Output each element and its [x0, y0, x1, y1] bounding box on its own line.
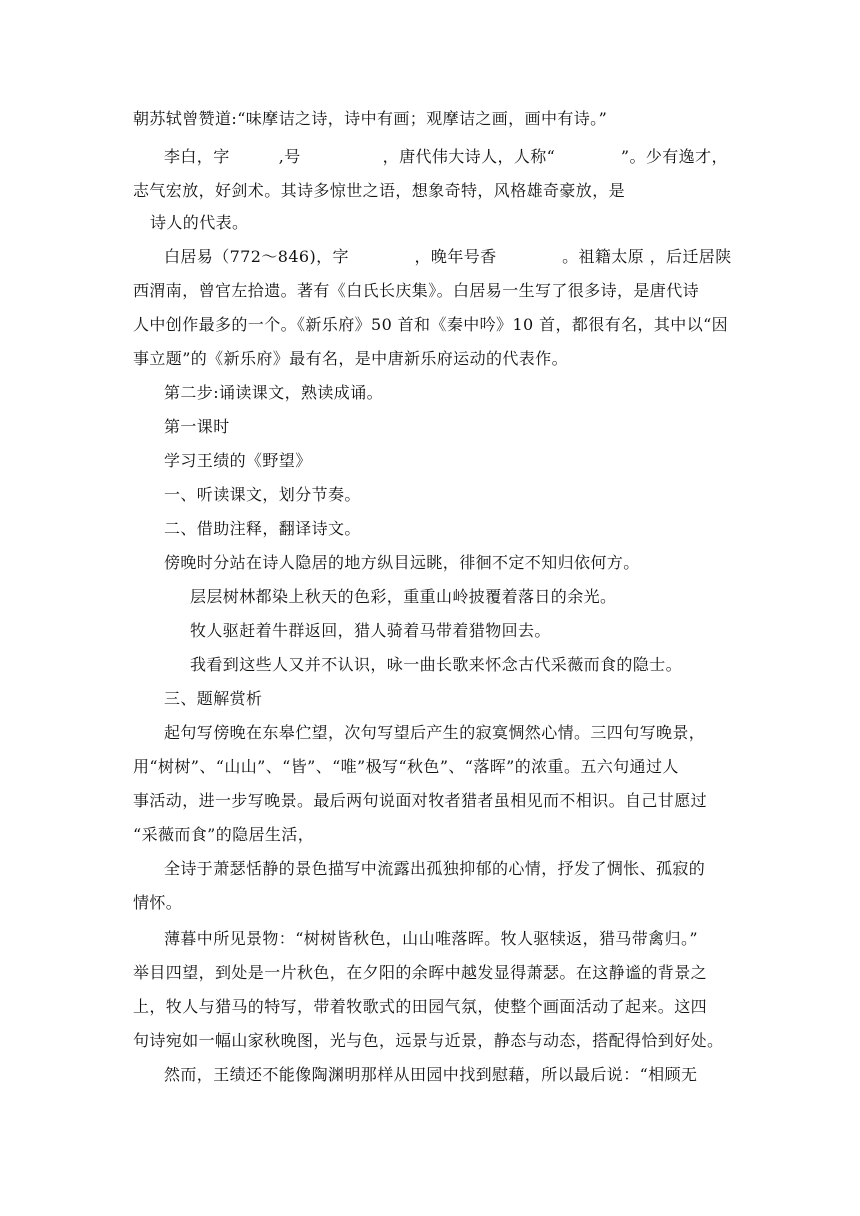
text-line: 上，牧人与猎马的特写，带着牧歌式的田园气氛，使整个画面活动了起来。这四 — [133, 997, 708, 1016]
text-line: 句诗宛如一幅山家秋晚图，光与色，远景与近景，静态与动态，搭配得恰到好处。 — [133, 1031, 724, 1050]
text-line: 西渭南，曾官左拾遗。著有《白氏长庆集》。白居易一生写了很多诗，是唐代诗 — [133, 281, 700, 300]
text-line: 情怀。 — [133, 893, 183, 912]
translation-line: 层层树林都染上秋天的色彩，重重山岭披覆着落日的余光。 — [190, 587, 617, 606]
text-line: 事活动，进一步写晚景。最后两句说面对牧者猎者虽相见而不相识。自己甘愿过 — [133, 791, 708, 810]
translation-line: 牧人驱赶着牛群返回，猎人骑着马带着猎物回去。 — [190, 621, 551, 640]
text-line: 举目四望，到处是一片秋色，在夕阳的余晖中越发显得萧瑟。在这静谧的背景之 — [133, 963, 708, 982]
text-line: 然而，王绩还不能像陶渊明那样从田园中找到慰藉，所以最后说：“相顾无 — [164, 1065, 698, 1084]
text-line: 起句写傍晚在东皋伫望，次句写望后产生的寂寞惆然心情。三四句写晚景， — [164, 723, 706, 742]
section-heading: 一、听读课文，划分节奏。 — [164, 485, 361, 504]
text-line: 志气宏放，好剑术。其诗多惊世之语，想象奇特，风格雄奇豪放，是 — [133, 181, 626, 200]
text-line: 事立题”的《新乐府》最有名，是中唐新乐府运动的代表作。 — [133, 349, 568, 368]
text-line: 李白，字 ,号 ，唐代伟大诗人，人称“ ”。少有逸才， — [164, 147, 728, 166]
text-line: 人中创作最多的一个。《新乐府》50 首和《秦中吟》10 首，都很有名，其中以“因 — [133, 315, 729, 334]
text-line: 朝苏轼曾赞道:“味摩诘之诗，诗中有画；观摩诘之画，画中有诗。” — [133, 109, 608, 128]
section-heading: 三、题解赏析 — [164, 689, 263, 708]
section-heading: 二、借助注释，翻译诗文。 — [164, 519, 361, 538]
translation-line: 我看到这些人又并不认识，咏一曲长歌来怀念古代采薇而食的隐士。 — [190, 655, 683, 674]
text-line: 薄暮中所见景物：“树树皆秋色，山山唯落晖。牧人驱犊返，猎马带禽归。” — [164, 929, 698, 948]
text-line: 用“树树”、“山山”、“皆”、“唯”极写“秋色”、“落晖”的浓重。五六句通过人 — [133, 757, 679, 776]
text-line: 白居易（772～846)，字 ，晚年号香 。祖籍太原 ，后迁居陕 — [164, 247, 732, 266]
lesson-heading: 第一课时 — [164, 417, 230, 436]
translation-line: 傍晚时分站在诗人隐居的地方纵目远眺，徘徊不定不知归依何方。 — [164, 553, 640, 572]
text-line: 诗人的代表。 — [150, 213, 249, 232]
section-heading: 学习王绩的《野望》 — [164, 451, 312, 470]
text-line: 全诗于萧瑟恬静的景色描写中流露出孤独抑郁的心情，抒发了惆怅、孤寂的 — [164, 859, 706, 878]
step-heading: 第二步:诵读课文，熟读成诵。 — [164, 383, 383, 402]
text-line: “采薇而食”的隐居生活， — [133, 825, 315, 844]
